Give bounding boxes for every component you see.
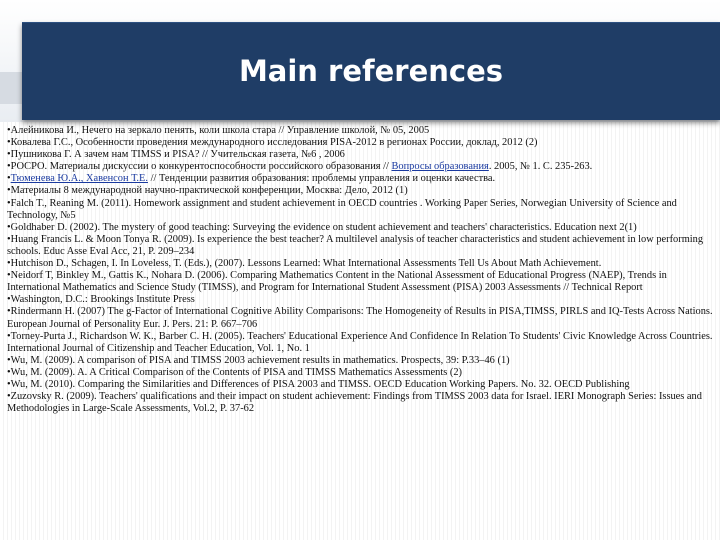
reference-item: •Пушникова Г. А зачем нам TIMSS и PISA? // Учительская газета, №6 , 2006 <box>7 149 345 161</box>
reference-link[interactable]: Тюменева Ю.А., Хавенсон Т.Е. <box>10 173 148 185</box>
reference-item: •Falch T., Reaning M. (2011). Homework assignment and student achievement in OECD countries . Working Paper Series, Norwegian University of Science and Technology, №5 <box>7 197 677 221</box>
reference-item: •Huang Francis L. & Moon Tonya R. (2009). Is experience the best teacher? A multilevel analysis of teacher characteristics and student achievement in low performing schools. Educ Asse Eval Acc, 21, P. 209–234 <box>7 233 704 257</box>
reference-item: •Wu, M. (2009). A comparison of PISA and TIMSS 2003 achievement results in mathematics. Prospects, 39: P.33–46 (1) <box>7 354 510 366</box>
reference-item: •Алейникова И., Нечего на зеркало пенять, коли школа стара // Управление школой, № 05, 2005 <box>7 125 430 136</box>
references-list <box>7 125 715 537</box>
reference-item: •Zuzovsky R. (2009). Teachers' qualifications and their impact on student achievement: Findings from TIMSS 2003 data for Israel. IERI Monograph Series: Issues and Methodologies in Large-Scale Assessments, Vol.2, P. 37-62 <box>7 391 702 415</box>
reference-item <box>7 173 715 185</box>
reference-item: •Материалы 8 международной научно-практической конференции, Москва: Дело, 2012 (1) <box>7 185 408 197</box>
reference-text: . 2005, № 1. С. 235-263. <box>488 161 593 173</box>
reference-text: • <box>7 173 11 185</box>
reference-item: •Neidorf T, Binkley M., Gattis K., Nohara D. (2006). Comparing Mathematics Content in the National Assessment of Educational Progress (NAEP), Trends in International Mathematics and Science Study (TIMSS), and Program for International Student Assessment (PISA) 2003 Assessments // Technical Report <box>7 270 667 294</box>
reference-item <box>7 161 715 173</box>
title-banner <box>22 22 720 120</box>
reference-item: •Goldhaber D. (2002). The mystery of good teaching: Surveying the evidence on student achievement and teachers' characteristics. Education next 2(1) <box>7 221 637 233</box>
reference-text: •РОСРО. Материалы дискуссии о конкурентоспособности российского образования // <box>7 161 392 173</box>
reference-item: •Washington, D.C.: Brookings Institute Press <box>7 294 195 306</box>
reference-item: •Wu, M. (2009). A. A Critical Comparison of the Contents of PISA and TIMSS Mathematics Assessments (2) <box>7 366 462 378</box>
reference-item: •Hutchison D., Schagen, I. In Loveless, T. (Eds.), (2007). Lessons Learned: What International Assessments Tell Us About Math Achievement. <box>7 258 602 270</box>
reference-item: •Rindermann H. (2007) The g-Factor of International Cognitive Ability Comparisons: The Homogeneity of Results in PISA,TIMSS, PIRLS and IQ-Tests Across Nations. European Journal of Personality Eur. J. Pers. 21: P. 667–706 <box>7 306 713 330</box>
slide-title: Main references <box>238 54 504 88</box>
reference-link[interactable]: Вопросы образования <box>391 161 489 173</box>
reference-item: •Torney-Purta J., Richardson W. K., Barber C. H. (2005). Teachers' Educational Experience And Confidence In Relation To Students' Civic Knowledge Across Countries. International Journal of Citizenship and Teacher Education, Vol. 1, No. 1 <box>7 330 713 354</box>
reference-text: // Тенденции развития образования: проблемы управления и оценки качества. <box>147 173 496 185</box>
reference-item: •Ковалева Г.С., Особенности проведения международного исследования PISA-2012 в регионах России, доклад, 2012 (2) <box>7 137 538 149</box>
reference-item: •Wu, M. (2010). Comparing the Similarities and Differences of PISA 2003 and TIMSS. OECD Education Working Papers. No. 32. OECD Publishing <box>7 378 630 390</box>
